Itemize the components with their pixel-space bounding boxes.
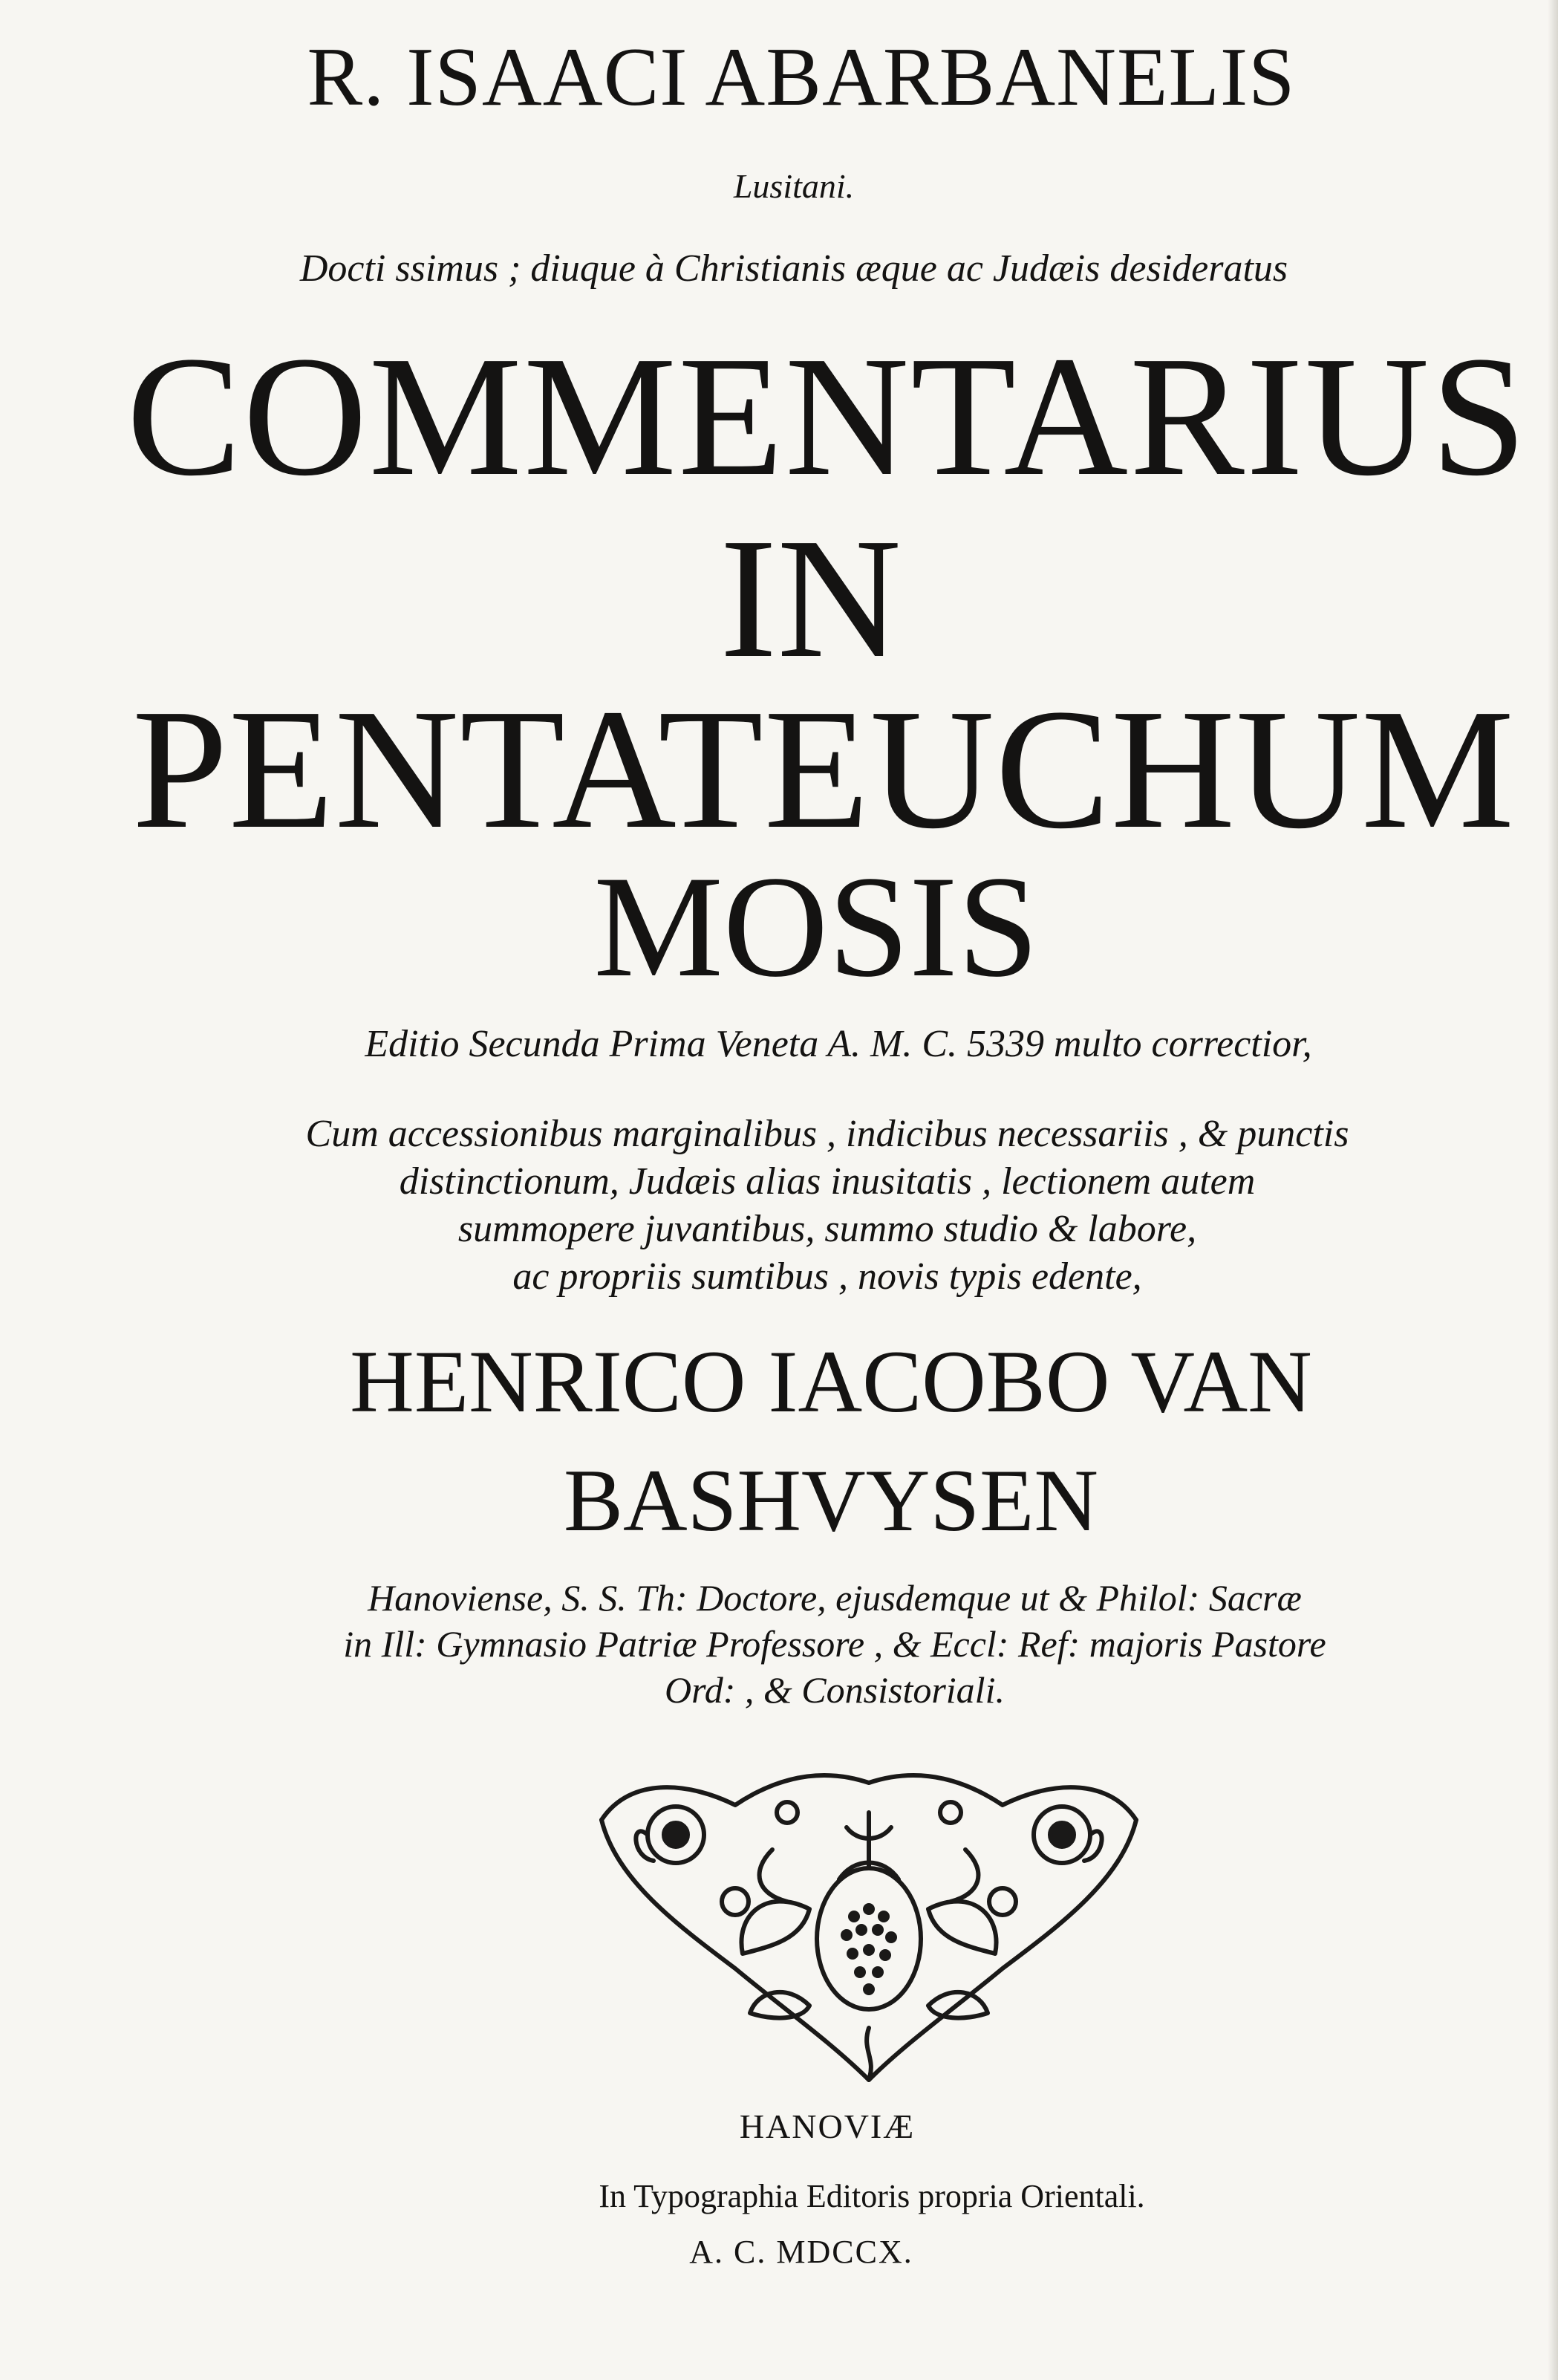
description-line: ac propriis sumtibus , novis typis edente, xyxy=(512,1255,1142,1298)
credential-line: Ord: , & Consistoriali. xyxy=(665,1669,1005,1711)
credential-line: Hanoviense, S. S. Th: Doctore, ejusdemque ut & Philol: Sacræ xyxy=(368,1577,1302,1619)
main-title-line-3: PENTATEUCHUM xyxy=(131,674,1516,865)
description-line: summopere juvantibus, summo studio & labore, xyxy=(457,1208,1197,1250)
main-title-line-4: MOSIS xyxy=(593,846,1039,1007)
author-line: R. ISAACI ABARBANELIS xyxy=(307,31,1296,123)
editor-credentials xyxy=(0,1575,1558,1713)
editor-name-line-2: BASHVYSEN xyxy=(563,1451,1099,1550)
edition-line: Editio Secunda Prima Veneta A. M. C. 5339 multo correctior, xyxy=(365,1023,1312,1065)
description-line: Cum accessionibus marginalibus , indicibus necessariis , & punctis xyxy=(305,1113,1349,1155)
description-line: distinctionum, Judæis alias inusitatis , lectionem autem xyxy=(399,1160,1256,1203)
credential-line: in Ill: Gymnasio Patriæ Professore , & Eccl: Ref: majoris Pastore xyxy=(343,1623,1326,1665)
floral-pomegranate-ornament-icon xyxy=(587,1760,1151,2087)
description-block xyxy=(0,1111,1558,1301)
imprint-printer: In Typographia Editoris propria Orientali. xyxy=(599,2178,1145,2214)
imprint-place: HANOVIÆ xyxy=(739,2107,916,2145)
editor-name-line-1: HENRICO IACOBO VAN xyxy=(350,1332,1312,1431)
imprint-year: A. C. MDCCX. xyxy=(689,2234,913,2270)
praise-line: Docti ssimus ; diuque à Christianis æque ac Judæis desideratus xyxy=(299,247,1288,290)
main-title-line-2: IN xyxy=(720,503,902,694)
main-title-line-1: COMMENTARIUS xyxy=(126,321,1528,512)
nationality-line: Lusitani. xyxy=(733,167,855,205)
